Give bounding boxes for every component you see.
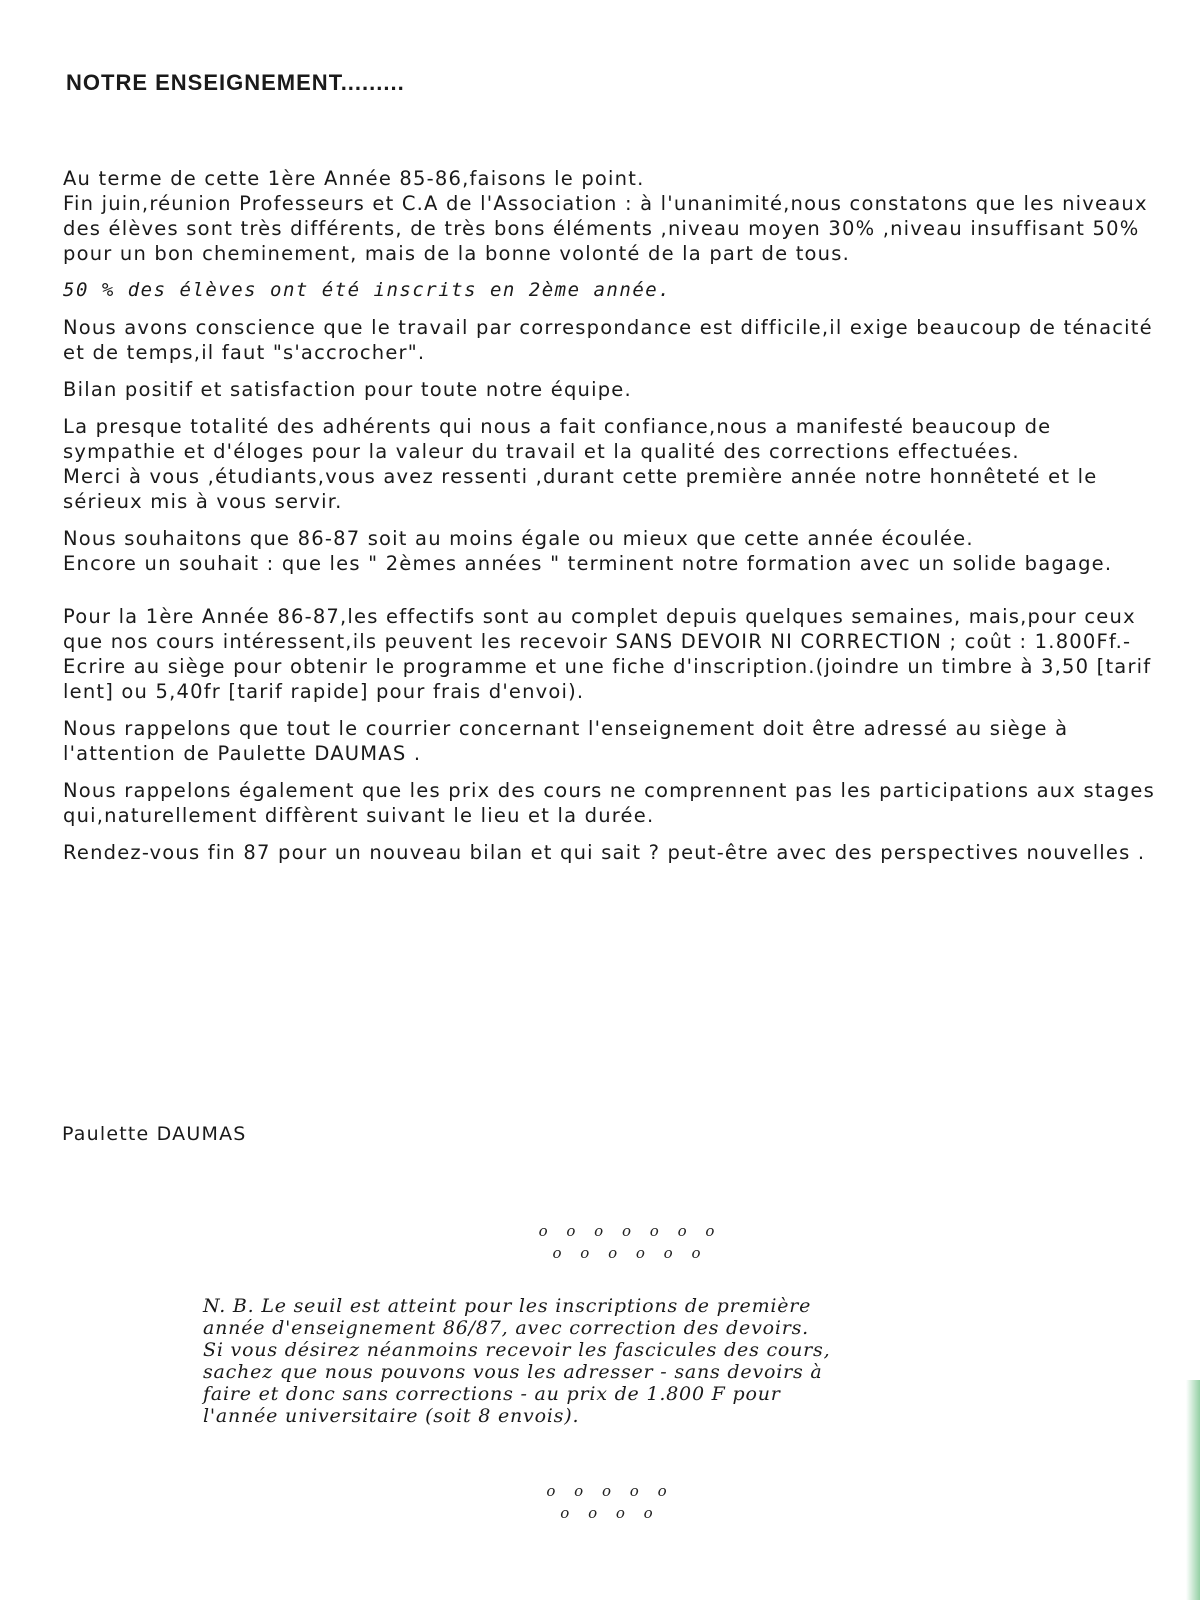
paragraph-enrolment: 50 % des élèves ont été inscrits en 2ème année. (63, 279, 672, 301)
nb-note: N. B. Le seuil est atteint pour les inscriptions de première année d'enseignement 86/87, avec correction des devoirs. Si vous désirez néanmoins recevoir les fascicules des cours, sachez que nous pouvons vous les adresser - sans devoirs à faire et donc sans corrections - au prix de 1.800 F pour l'année universitaire (soit 8 envois). (203, 1295, 831, 1427)
ornament-row: o o o o o o (552, 1244, 708, 1262)
body-text (63, 166, 1163, 877)
ornament-divider (520, 1480, 700, 1524)
paragraph-difficulty: Nous avons conscience que le travail par correspondance est difficile,il exige beaucoup de ténacité et de temps,il faut "s'accrocher". (63, 316, 1153, 364)
scan-edge-mark (1186, 1380, 1200, 1600)
paragraph-closing: Rendez-vous fin 87 pour un nouveau bilan et qui sait ? peut-être avec des perspectives nouvelles . (63, 841, 1146, 864)
page-title: NOTRE ENSEIGNEMENT......... (66, 70, 405, 95)
ornament-divider (520, 1220, 740, 1264)
signature: Paulette DAUMAS (62, 1123, 247, 1145)
paragraph-mail: Nous rappelons que tout le courrier concernant l'enseignement doit être adressé au siège à l'attention de Paulette DAUMAS . (63, 717, 1069, 765)
paragraph-prices: Nous rappelons également que les prix des cours ne comprennent pas les participations aux stages qui,naturellement diffèrent suivant le lieu et la durée. (63, 779, 1155, 827)
paragraph-review: Au terme de cette 1ère Année 85-86,faisons le point. Fin juin,réunion Professeurs et C.A de l'Association : à l'unanimité,nous constatons que les niveaux des élèves sont très différents, de très bons éléments ,niveau moyen 30% ,niveau insuffisant 50% pour un bon cheminement, mais de la bonne volonté de la part de tous. (63, 167, 1148, 265)
paragraph-registration: Pour la 1ère Année 86-87,les effectifs sont au complet depuis quelques semaines, mais,pour ceux que nos cours intéressent,ils peuvent les recevoir SANS DEVOIR NI CORRECTION ; coût : 1.800Ff.- Ecrire au siège pour obtenir le programme et une fiche d'inscription.(joindre un timbre à 3,50 [tarif lent] ou 5,40fr [tarif rapide] pour frais d'envoi). (63, 605, 1152, 703)
ornament-row: o o o o (560, 1504, 660, 1522)
paragraph-thanks: La presque totalité des adhérents qui nous a fait confiance,nous a manifesté beaucoup de sympathie et d'éloges pour la valeur du travail et la qualité des corrections effectuées. Merci à vous ,étudiants,vous avez ressenti ,durant cette première année notre honnêteté et le sérieux mis à vous servir. (63, 415, 1098, 513)
paragraph-assessment: Bilan positif et satisfaction pour toute notre équipe. (63, 378, 632, 401)
ornament-row: o o o o o o o (538, 1222, 722, 1240)
paragraph-wishes: Nous souhaitons que 86-87 soit au moins égale ou mieux que cette année écoulée. Encore un souhait : que les " 2èmes années " terminent notre formation avec un solide bagage. (63, 527, 1113, 575)
ornament-row: o o o o o (546, 1482, 674, 1500)
